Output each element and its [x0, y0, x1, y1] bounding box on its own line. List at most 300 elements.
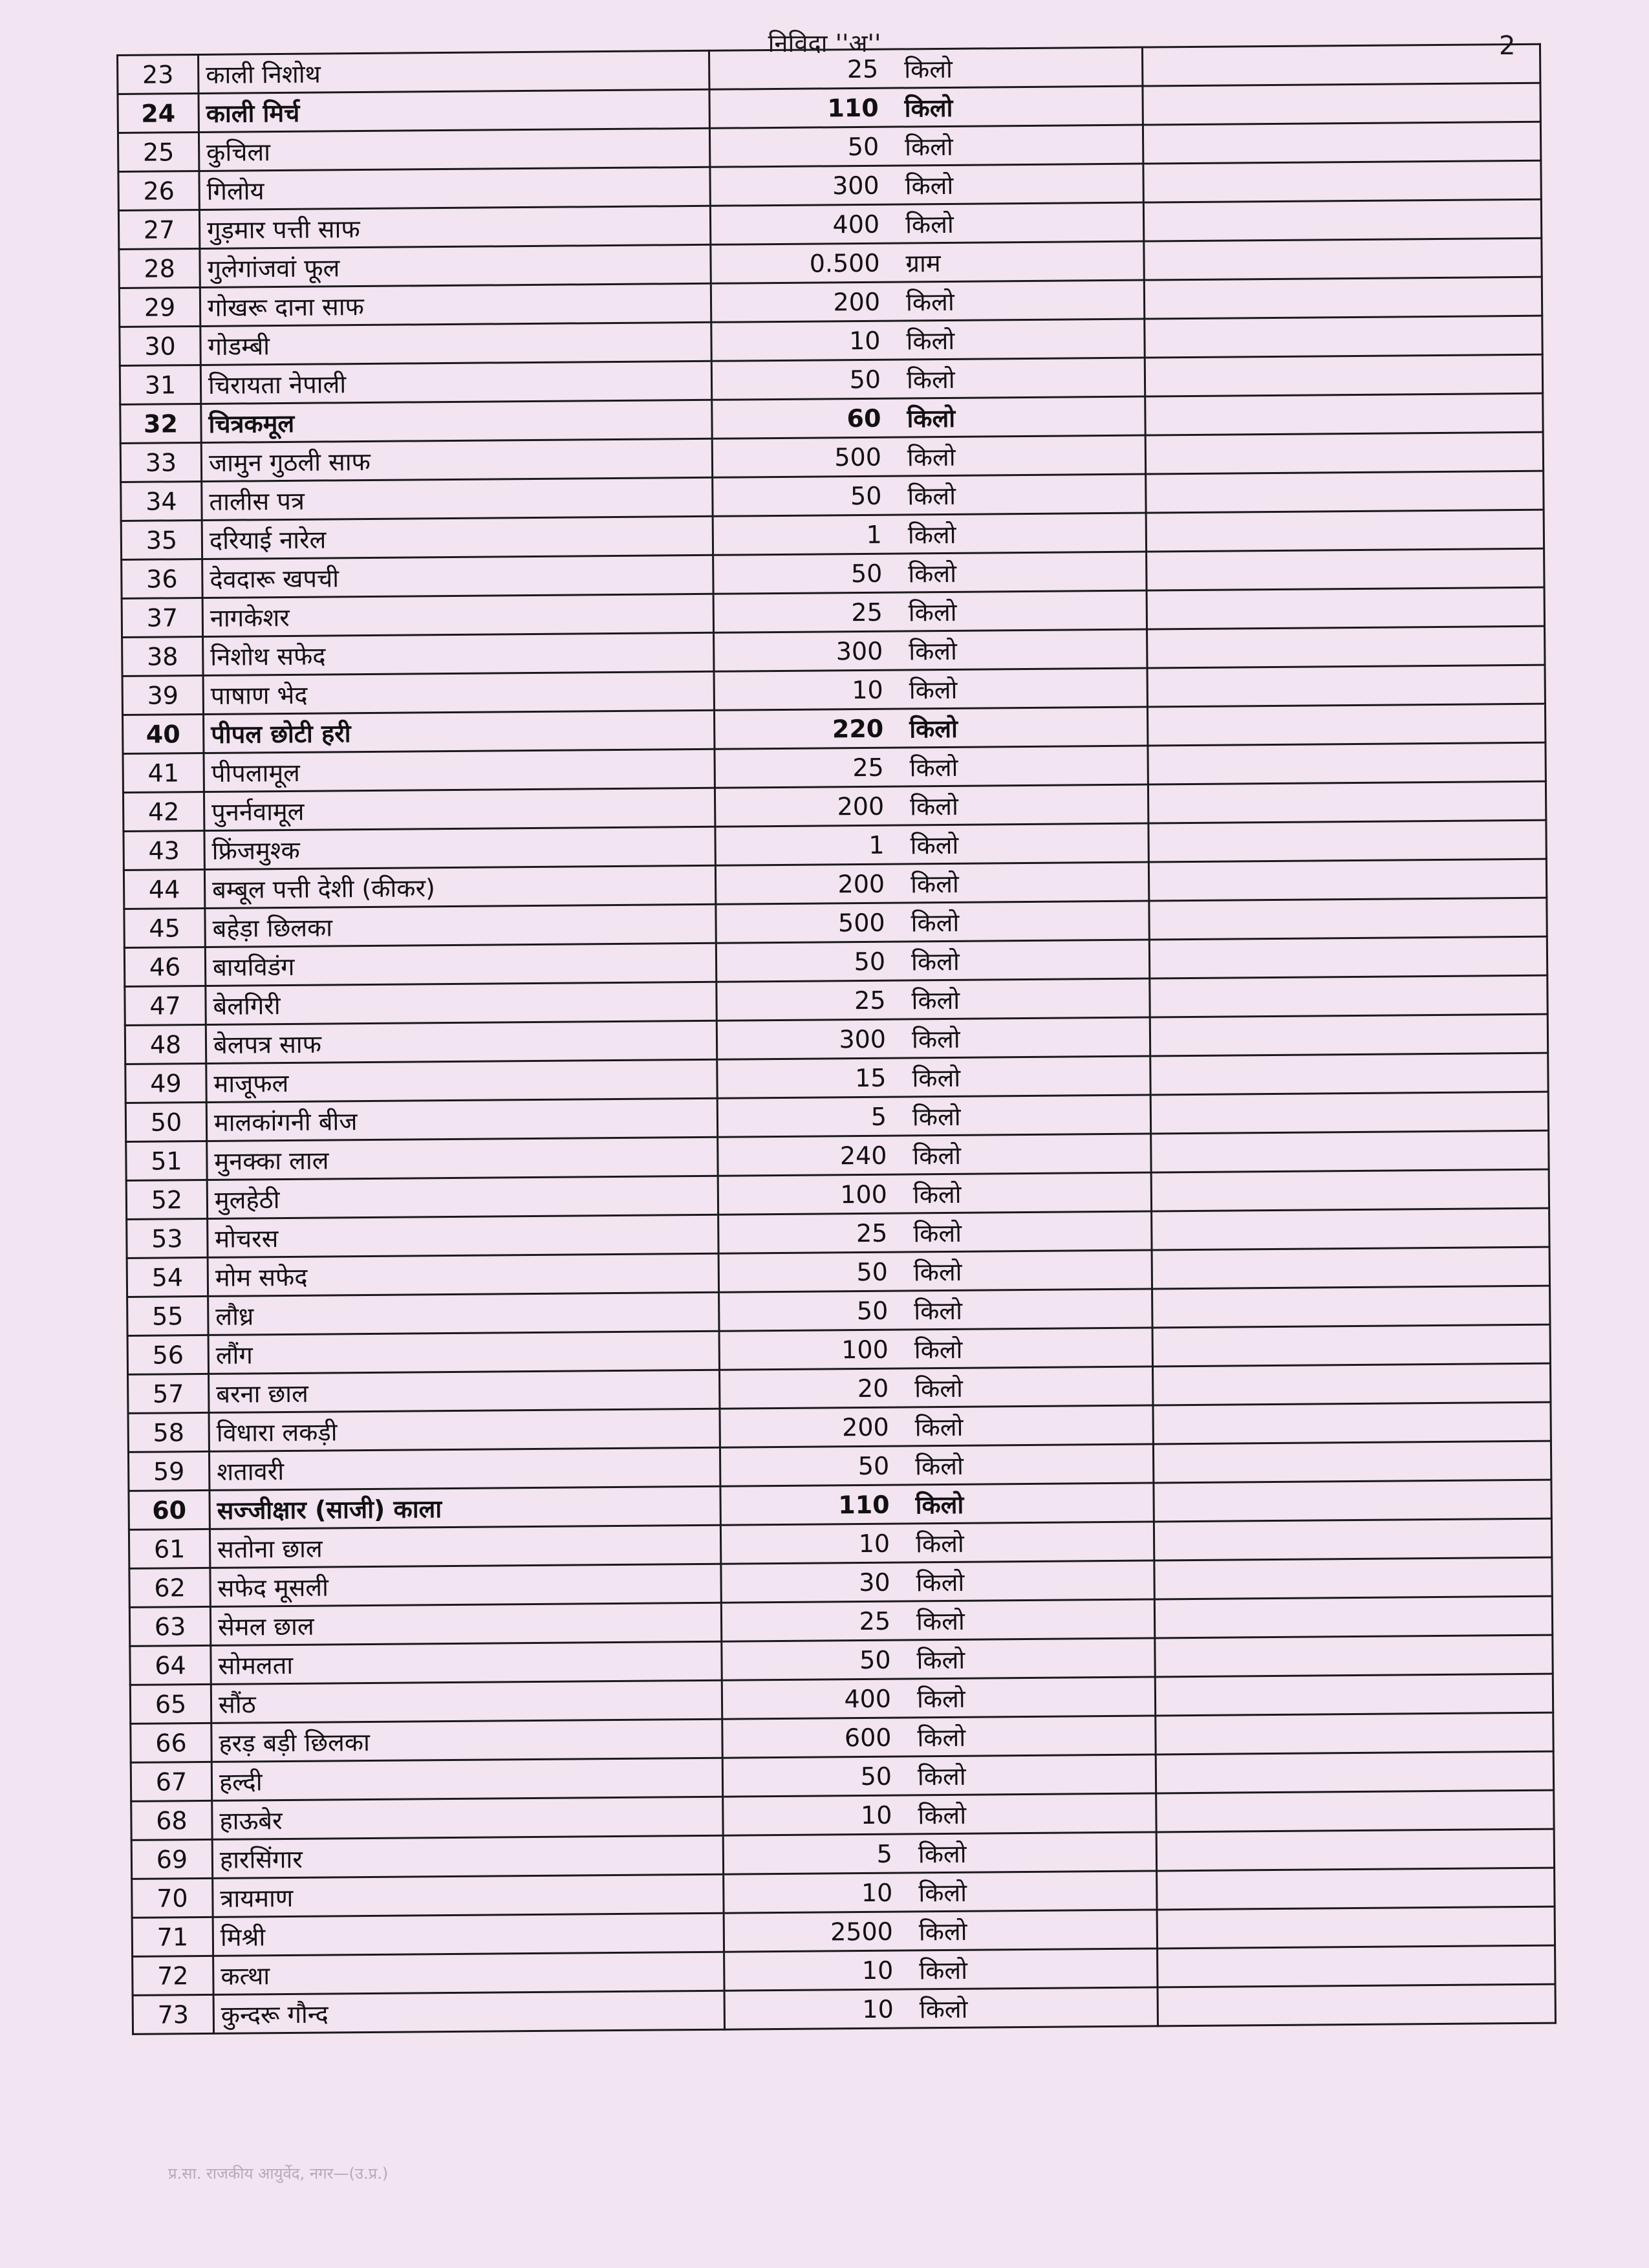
- item-serial-number: 34: [121, 481, 202, 521]
- item-quantity-cell: [722, 1677, 1155, 1719]
- item-rate-cell: [1147, 665, 1545, 707]
- item-quantity: 50: [859, 1645, 891, 1674]
- item-quantity: 50: [850, 481, 882, 510]
- item-unit: किलो: [913, 1257, 962, 1286]
- item-rate-cell: [1157, 1906, 1555, 1949]
- item-quantity-cell: [724, 1910, 1157, 1952]
- item-quantity: 10: [861, 1878, 893, 1907]
- item-name: तालीस पत्र: [202, 477, 713, 520]
- item-quantity-cell: [722, 1638, 1155, 1680]
- item-name: दरियाई नारेल: [202, 516, 713, 559]
- item-rate-cell: [1154, 1480, 1551, 1522]
- item-name: लौंग: [208, 1331, 719, 1374]
- item-serial-number: 72: [133, 1956, 213, 1995]
- item-name: सतोना छाल: [210, 1525, 720, 1568]
- item-quantity: 10: [852, 675, 883, 704]
- item-unit: किलो: [914, 1412, 964, 1442]
- item-unit: किलो: [906, 326, 955, 355]
- item-unit: किलो: [916, 1606, 965, 1636]
- item-unit: किलो: [909, 636, 958, 665]
- item-quantity: 50: [849, 365, 881, 394]
- item-unit: किलो: [910, 830, 959, 859]
- item-unit: किलो: [904, 132, 953, 161]
- item-quantity: 5: [876, 1839, 893, 1868]
- item-quantity-cell: [712, 435, 1145, 477]
- item-name: जामुन गुठली साफ: [201, 438, 712, 481]
- item-rate-cell: [1148, 859, 1546, 901]
- item-quantity-cell: [717, 1017, 1150, 1059]
- item-serial-number: 69: [131, 1839, 212, 1879]
- item-unit: ग्राम: [905, 248, 941, 277]
- item-name: कुचिला: [199, 128, 709, 171]
- item-quantity: 20: [857, 1374, 889, 1403]
- item-serial-number: 68: [131, 1800, 212, 1840]
- item-rate-cell: [1152, 1286, 1550, 1328]
- item-quantity-cell: [724, 1871, 1157, 1913]
- item-name: कत्था: [213, 1952, 724, 1994]
- item-serial-number: 28: [119, 248, 200, 288]
- item-name: पीपल छोटी हरी: [204, 710, 715, 753]
- item-unit: किलो: [907, 520, 956, 549]
- item-name: हाऊबेर: [212, 1797, 723, 1839]
- item-name: मोम सफेद: [208, 1253, 718, 1296]
- item-quantity: 500: [834, 442, 882, 471]
- item-quantity: 0.500: [809, 248, 880, 278]
- item-quantity: 10: [858, 1529, 890, 1558]
- item-name: हारसिंगार: [212, 1835, 723, 1878]
- item-quantity-cell: [711, 319, 1145, 361]
- item-serial-number: 56: [127, 1335, 208, 1374]
- item-unit: किलो: [919, 1994, 968, 2024]
- item-name: सज्जीक्षार (साजी) काला: [210, 1486, 720, 1529]
- item-rate-cell: [1143, 160, 1541, 202]
- item-unit: किलो: [917, 1762, 966, 1791]
- item-serial-number: 40: [123, 714, 204, 753]
- item-unit: किलो: [918, 1917, 967, 1946]
- item-serial-number: 59: [128, 1451, 209, 1491]
- item-unit: किलो: [906, 365, 955, 394]
- item-unit: किलो: [909, 714, 958, 743]
- item-rate-cell: [1143, 199, 1541, 241]
- item-serial-number: 31: [120, 365, 200, 404]
- item-unit: किलो: [911, 947, 960, 976]
- item-rate-cell: [1156, 1712, 1553, 1755]
- item-name: पीपलामूल: [204, 749, 715, 792]
- item-unit: किलो: [915, 1451, 964, 1480]
- item-quantity-cell: [720, 1444, 1153, 1486]
- item-unit: किलो: [911, 986, 960, 1015]
- item-unit: किलो: [913, 1218, 962, 1247]
- item-quantity-cell: [714, 668, 1147, 710]
- item-unit: किलो: [904, 54, 953, 83]
- item-rate-cell: [1148, 742, 1546, 784]
- item-serial-number: 63: [129, 1606, 210, 1646]
- item-rate-cell: [1150, 975, 1547, 1017]
- item-serial-number: 54: [127, 1257, 208, 1297]
- item-quantity: 50: [856, 1296, 889, 1325]
- item-name: चिरायता नेपाली: [200, 361, 711, 404]
- item-rate-cell: [1158, 1984, 1555, 2026]
- item-quantity-cell: [720, 1483, 1154, 1525]
- item-name: मोचरस: [208, 1215, 718, 1257]
- item-quantity: 1: [866, 520, 883, 549]
- item-quantity: 400: [832, 210, 880, 239]
- item-rate-cell: [1143, 83, 1540, 125]
- item-unit: किलो: [905, 171, 954, 200]
- item-quantity: 110: [827, 93, 879, 122]
- item-unit: किलो: [907, 481, 956, 510]
- item-rate-cell: [1142, 44, 1540, 86]
- item-quantity: 50: [847, 132, 879, 161]
- item-serial-number: 48: [125, 1024, 206, 1064]
- item-serial-number: 71: [132, 1917, 213, 1956]
- item-name: मुलहेठी: [207, 1176, 718, 1218]
- item-name: हल्दी: [211, 1758, 722, 1800]
- item-quantity-cell: [709, 125, 1143, 167]
- item-serial-number: 24: [118, 94, 199, 133]
- item-quantity: 60: [846, 404, 881, 433]
- item-unit: किलो: [916, 1684, 965, 1713]
- item-rate-cell: [1154, 1596, 1552, 1638]
- item-quantity: 400: [844, 1684, 892, 1713]
- item-rate-cell: [1146, 510, 1544, 552]
- item-serial-number: 51: [126, 1141, 207, 1180]
- item-quantity-cell: [722, 1755, 1156, 1797]
- item-rate-cell: [1156, 1790, 1554, 1832]
- item-quantity-cell: [718, 1211, 1152, 1253]
- item-serial-number: 42: [123, 792, 204, 831]
- item-quantity: 25: [852, 753, 884, 782]
- item-quantity-cell: [717, 1056, 1150, 1098]
- item-quantity: 300: [832, 171, 879, 200]
- item-quantity-cell: [717, 1095, 1150, 1137]
- item-name: नागकेशर: [202, 594, 713, 636]
- item-name: सेमल छाल: [210, 1603, 721, 1645]
- item-unit: किलो: [917, 1723, 966, 1752]
- item-quantity-cell: [713, 474, 1146, 516]
- item-rate-cell: [1152, 1363, 1550, 1405]
- item-unit: किलो: [915, 1490, 964, 1519]
- item-name: बरना छाल: [209, 1370, 720, 1412]
- item-rate-cell: [1152, 1247, 1549, 1289]
- item-name: गुड़मार पत्ती साफ: [199, 206, 710, 248]
- item-rate-cell: [1147, 704, 1545, 746]
- item-quantity: 25: [851, 598, 883, 627]
- item-serial-number: 26: [118, 171, 199, 211]
- item-name: गोखरू दाना साफ: [200, 283, 711, 326]
- item-quantity-cell: [710, 202, 1143, 244]
- item-quantity: 50: [854, 947, 886, 976]
- item-rate-cell: [1151, 1130, 1549, 1172]
- item-rate-cell: [1152, 1208, 1549, 1250]
- item-unit: किलो: [918, 1839, 967, 1868]
- item-quantity: 25: [859, 1606, 891, 1636]
- item-serial-number: 49: [125, 1063, 206, 1103]
- item-serial-number: 70: [132, 1878, 213, 1917]
- item-unit: किलो: [905, 210, 954, 239]
- item-serial-number: 53: [127, 1218, 208, 1258]
- item-quantity: 10: [861, 1956, 894, 1985]
- item-quantity-cell: [713, 513, 1146, 555]
- item-serial-number: 62: [129, 1568, 210, 1607]
- item-serial-number: 27: [118, 210, 199, 249]
- item-rate-cell: [1147, 587, 1544, 629]
- item-serial-number: 47: [125, 986, 206, 1025]
- item-unit: किलो: [909, 675, 958, 704]
- item-serial-number: 29: [119, 287, 200, 327]
- item-name: गिलोय: [199, 167, 710, 210]
- item-rate-cell: [1147, 626, 1545, 668]
- item-unit: किलो: [909, 753, 958, 782]
- item-rate-cell: [1146, 471, 1544, 513]
- item-serial-number: 41: [123, 753, 204, 792]
- item-quantity: 110: [838, 1490, 890, 1519]
- item-quantity: 200: [842, 1412, 889, 1442]
- item-name: पाषाण भेद: [203, 671, 714, 714]
- item-rate-cell: [1157, 1868, 1555, 1910]
- item-name: शतावरी: [209, 1447, 720, 1490]
- item-quantity-cell: [718, 1134, 1151, 1176]
- item-unit: किलो: [910, 869, 959, 898]
- item-quantity-cell: [709, 47, 1142, 89]
- item-quantity: 200: [837, 869, 885, 898]
- item-quantity-cell: [724, 1949, 1158, 1991]
- item-quantity-cell: [709, 86, 1143, 128]
- item-serial-number: 30: [120, 326, 200, 365]
- item-name: काली निशोथ: [199, 50, 709, 93]
- item-quantity-cell: [714, 707, 1147, 749]
- item-unit: किलो: [914, 1296, 963, 1325]
- item-name: पुनर्नवामूल: [204, 788, 715, 830]
- item-rate-cell: [1150, 1014, 1547, 1056]
- item-quantity-cell: [715, 823, 1148, 865]
- item-rate-cell: [1145, 432, 1543, 474]
- item-quantity-cell: [720, 1366, 1153, 1409]
- item-serial-number: 35: [121, 520, 202, 559]
- item-rate-cell: [1158, 1945, 1555, 1987]
- item-rate-cell: [1150, 1092, 1548, 1134]
- item-rate-cell: [1149, 898, 1547, 940]
- item-quantity: 5: [870, 1102, 887, 1131]
- page-number: 2: [1499, 31, 1516, 61]
- item-rate-cell: [1155, 1674, 1553, 1716]
- item-serial-number: 36: [122, 559, 202, 598]
- item-quantity: 600: [844, 1723, 892, 1752]
- item-unit: किलो: [914, 1335, 963, 1364]
- item-rate-cell: [1152, 1324, 1550, 1366]
- item-unit: किलो: [916, 1568, 965, 1597]
- item-unit: किलो: [911, 1024, 960, 1053]
- item-quantity: 50: [856, 1257, 888, 1286]
- item-quantity-cell: [721, 1599, 1154, 1641]
- item-quantity-cell: [722, 1716, 1156, 1758]
- item-name: गोडम्बी: [200, 322, 711, 365]
- item-quantity-cell: [716, 901, 1149, 943]
- item-serial-number: 61: [129, 1529, 210, 1568]
- item-serial-number: 37: [122, 598, 202, 637]
- item-unit: किलो: [909, 792, 958, 821]
- item-quantity-cell: [720, 1522, 1154, 1564]
- item-rate-cell: [1156, 1829, 1554, 1871]
- item-serial-number: 65: [130, 1684, 211, 1723]
- item-rate-cell: [1150, 1053, 1548, 1095]
- item-name: देवदारू खपची: [202, 555, 713, 598]
- item-name: बेलपत्र साफ: [206, 1021, 717, 1063]
- item-quantity-cell: [715, 746, 1148, 788]
- item-serial-number: 66: [131, 1723, 211, 1762]
- item-name: कुन्दरू गौन्द: [213, 1991, 724, 2033]
- item-rate-cell: [1156, 1751, 1553, 1793]
- item-rate-cell: [1145, 316, 1542, 358]
- item-serial-number: 23: [118, 55, 199, 94]
- page-header: निविदा ''अ'': [768, 29, 881, 58]
- item-name: बायविडंग: [205, 943, 716, 986]
- item-unit: किलो: [918, 1878, 967, 1907]
- item-quantity-cell: [719, 1328, 1152, 1370]
- item-quantity: 200: [833, 287, 881, 316]
- item-name: मालकांगनी बीज: [206, 1098, 717, 1141]
- item-unit: किलो: [907, 442, 956, 471]
- item-unit: किलो: [912, 1180, 962, 1209]
- footer-print: प्र.सा. राजकीय आयुर्वेद, नगर—(उ.प्र.): [168, 2165, 389, 2183]
- item-quantity-cell: [715, 784, 1148, 826]
- item-rate-cell: [1145, 354, 1542, 396]
- item-unit: किलो: [912, 1063, 961, 1092]
- item-serial-number: 50: [125, 1102, 206, 1141]
- item-quantity-cell: [711, 358, 1145, 400]
- item-serial-number: 38: [122, 636, 203, 676]
- item-unit: किलो: [914, 1374, 964, 1403]
- item-quantity-cell: [716, 940, 1149, 982]
- item-serial-number: 52: [126, 1180, 207, 1219]
- item-serial-number: 67: [131, 1762, 211, 1801]
- item-serial-number: 46: [124, 947, 205, 986]
- item-quantity: 300: [839, 1024, 887, 1053]
- item-quantity: 200: [837, 792, 885, 821]
- item-serial-number: 73: [133, 1994, 213, 2034]
- item-rate-cell: [1151, 1169, 1549, 1211]
- item-name: निशोथ सफेद: [203, 632, 714, 675]
- item-serial-number: 55: [127, 1296, 208, 1335]
- item-rate-cell: [1144, 238, 1542, 280]
- item-quantity-cell: [714, 629, 1147, 671]
- item-rate-cell: [1144, 277, 1542, 319]
- item-quantity: 240: [839, 1141, 887, 1170]
- item-unit: किलो: [911, 908, 960, 937]
- item-rate-cell: [1154, 1557, 1552, 1599]
- item-name: सफेद मूसली: [210, 1564, 721, 1606]
- item-unit: किलो: [912, 1141, 962, 1170]
- items-table: [116, 43, 1557, 2035]
- item-quantity-cell: [721, 1561, 1154, 1603]
- item-unit: किलो: [916, 1645, 965, 1674]
- item-quantity-cell: [718, 1250, 1152, 1292]
- item-rate-cell: [1143, 122, 1540, 164]
- item-quantity-cell: [718, 1172, 1151, 1215]
- item-rate-cell: [1153, 1441, 1551, 1483]
- item-unit: किलो: [919, 1956, 968, 1985]
- item-quantity: 300: [835, 636, 883, 665]
- item-unit: किलो: [907, 404, 956, 433]
- item-quantity-cell: [710, 164, 1143, 206]
- item-quantity-cell: [711, 241, 1144, 283]
- item-quantity: 30: [859, 1568, 890, 1597]
- item-unit: किलो: [915, 1529, 964, 1558]
- item-quantity: 10: [848, 326, 881, 355]
- item-quantity-cell: [723, 1832, 1156, 1874]
- tender-sheet: [116, 43, 1555, 2150]
- item-quantity: 220: [832, 714, 884, 743]
- item-quantity: 25: [846, 54, 879, 83]
- item-quantity-cell: [713, 590, 1147, 632]
- item-quantity: 50: [857, 1451, 890, 1480]
- item-serial-number: 39: [122, 675, 203, 715]
- item-name: लौध्र: [208, 1292, 719, 1335]
- item-serial-number: 45: [124, 908, 205, 947]
- item-quantity-cell: [723, 1793, 1156, 1835]
- item-quantity-cell: [715, 862, 1148, 904]
- item-serial-number: 64: [130, 1645, 211, 1685]
- item-name: विधारा लकड़ी: [209, 1409, 720, 1451]
- item-serial-number: 44: [124, 869, 204, 909]
- item-rate-cell: [1154, 1518, 1551, 1561]
- item-rate-cell: [1148, 781, 1546, 823]
- item-serial-number: 32: [120, 404, 201, 443]
- item-rate-cell: [1145, 393, 1543, 435]
- item-rate-cell: [1147, 548, 1544, 590]
- item-name: मुनक्का लाल: [207, 1137, 718, 1180]
- item-quantity: 15: [854, 1063, 887, 1092]
- item-quantity: 50: [850, 559, 883, 588]
- item-serial-number: 43: [124, 830, 204, 870]
- item-quantity-cell: [720, 1405, 1153, 1447]
- item-quantity: 25: [856, 1218, 888, 1247]
- item-unit: किलो: [918, 1800, 967, 1830]
- item-quantity: 50: [860, 1762, 892, 1791]
- item-quantity-cell: [724, 1987, 1158, 2029]
- item-rate-cell: [1155, 1635, 1553, 1677]
- item-quantity-cell: [713, 552, 1147, 594]
- item-name: बेलगिरी: [206, 982, 717, 1024]
- item-rate-cell: [1148, 820, 1546, 862]
- item-name: हरड़ बड़ी छिलका: [211, 1719, 722, 1762]
- item-serial-number: 57: [128, 1374, 209, 1413]
- item-name: बम्बूल पत्ती देशी (कीकर): [204, 865, 715, 908]
- item-serial-number: 33: [120, 442, 201, 482]
- item-name: सोमलता: [211, 1641, 722, 1684]
- item-name: सौंठ: [211, 1680, 722, 1723]
- item-name: गुलेगांजवां फूल: [200, 244, 711, 287]
- item-quantity: 10: [862, 1994, 894, 2024]
- item-quantity: 10: [860, 1800, 892, 1830]
- item-rate-cell: [1149, 936, 1547, 978]
- item-quantity-cell: [719, 1289, 1152, 1331]
- item-name: फ्रिंजमुश्क: [204, 826, 715, 869]
- items-table-body: [118, 44, 1556, 2034]
- item-quantity: 500: [837, 908, 885, 937]
- item-name: त्रायमाण: [213, 1874, 724, 1917]
- item-name: चित्रकमूल: [201, 400, 712, 442]
- item-name: बहेड़ा छिलका: [205, 904, 716, 947]
- item-serial-number: 25: [118, 133, 199, 172]
- item-unit: किलो: [908, 598, 957, 627]
- item-unit: किलो: [904, 93, 953, 122]
- item-quantity: 100: [840, 1180, 888, 1209]
- item-unit: किलो: [908, 559, 957, 588]
- item-quantity-cell: [711, 280, 1144, 322]
- item-serial-number: 58: [128, 1412, 209, 1452]
- item-quantity-cell: [717, 978, 1150, 1021]
